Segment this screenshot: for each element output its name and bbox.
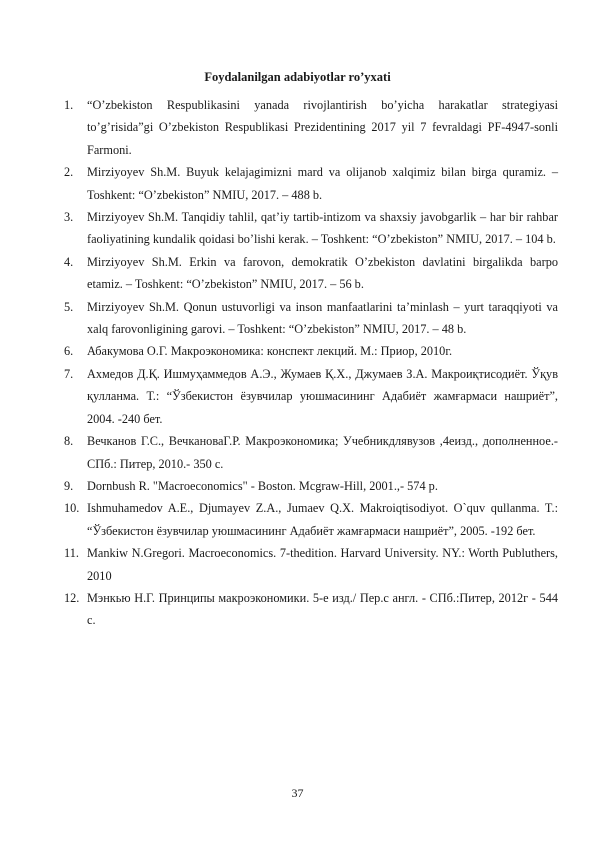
reference-item [66, 296, 558, 341]
reference-item [66, 587, 558, 632]
page-number: 37 [291, 786, 304, 800]
reference-text: Mirziyoyev Sh.M. Buyuk kelajagimizni mard va olijanob xalqimiz bilan birga quramiz. – Toshkent: “O’zbekiston” NMIU, 2017. – 488 b. [87, 165, 558, 202]
reference-number: 8. [64, 434, 74, 449]
reference-item [66, 161, 558, 206]
reference-text: Mirziyoyev Sh.M. Erkin va farovon, demokratik O’zbekiston davlatini birgalikda barpo etamiz. – Toshkent: “O’zbekiston” NMIU, 2017. – 56 b. [87, 254, 558, 292]
reference-text: Mirziyoyev Sh.M. Qonun ustuvorligi va inson manfaatlarini ta’minlash – yurt taraqqiyoti va xalq farovonligining garovi. – Toshkent: “O’zbekiston” NMIU, 2017. – 48 b. [87, 299, 558, 337]
reference-text: Ishmuhamedov A.E., Djumayev Z.A., Jumaev Q.X. Makroiqtisodiyot. O`quv qullanma. T.: “Ўзбекистон ёзувчилар уюшмасининг Адабиёт жамғармаси нашриёт”, 2005. -192 бет. [87, 501, 558, 538]
reference-item [66, 340, 558, 362]
reference-number: 9. [64, 478, 74, 493]
reference-number: 12. [64, 590, 80, 605]
reference-text: Dornbush R. "Macroeconomics" - Boston. Mcgraw-Hill, 2001.,- 574 p. [87, 478, 438, 493]
reference-text: Абакумова О.Г. Макроэкономика: конспект лекций. М.: Приор, 2010г. [87, 344, 453, 359]
reference-number: 5. [64, 299, 74, 314]
reference-item [66, 430, 558, 475]
reference-number: 7. [64, 366, 74, 381]
bibliography-heading: Foydalanilgan adabiyotlar ro’yxati [204, 70, 391, 84]
reference-number: 10. [64, 501, 80, 516]
reference-item [66, 497, 558, 542]
reference-number: 1. [64, 98, 74, 112]
reference-text: Mirziyoyev Sh.M. Tanqidiy tahlil, qat’iy tartib-intizom va shaxsiy javobgarlik – har bir rahbar faoliyatining kundalik qoidasi bo’lishi kerak. – Toshkent: “O’zbekiston” NMIU, 2017. – 104 b. [87, 210, 558, 247]
reference-text: Мэнкью Н.Г. Принципы макроэкономики. 5-е изд./ Пер.с англ. - СПб.:Питер, 2012г - 544 с. [87, 590, 558, 628]
reference-number: 4. [64, 254, 74, 269]
reference-list [66, 94, 558, 632]
reference-text: “O’zbekiston Respublikasini yanada rivojlantirish bo’yicha harakatlar strategiyasi to’g’risida”gi O’zbekiston Respublikasi Prezidentining 2017 yil 7 fevraldagi PF-4947-sonli Farmoni. [87, 98, 558, 157]
reference-text: Вечканов Г.С., ВечкановаГ.Р. Макроэкономика; Учебникдлявузов ,4еизд., дополненное.-СПб.: Питер, 2010.- 350 с. [87, 434, 558, 471]
reference-item [66, 206, 558, 251]
reference-item [66, 94, 558, 161]
reference-number: 3. [64, 210, 74, 225]
reference-number: 2. [64, 165, 74, 180]
reference-number: 11. [64, 546, 79, 561]
reference-item [66, 251, 558, 296]
reference-item [66, 363, 558, 430]
reference-text: Ахмедов Д.Қ. Ишмуҳаммедов А.Э., Жумаев Қ.Х., Джумаев З.А. Макроиқтисодиёт. Ўқув қулланма. Т.: “Ўзбекистон ёзувчилар уюшмасининг Адабиёт жамғармаси нашриёт”, 2004. -240 бет. [87, 366, 558, 426]
reference-text: Mankiw N.Gregori. Macroeconomics. 7-thedition. Harvard University. NY.: Worth Publuthers, 2010 [87, 546, 558, 583]
reference-item [66, 542, 558, 587]
reference-number: 6. [64, 344, 74, 359]
reference-item [66, 475, 558, 497]
